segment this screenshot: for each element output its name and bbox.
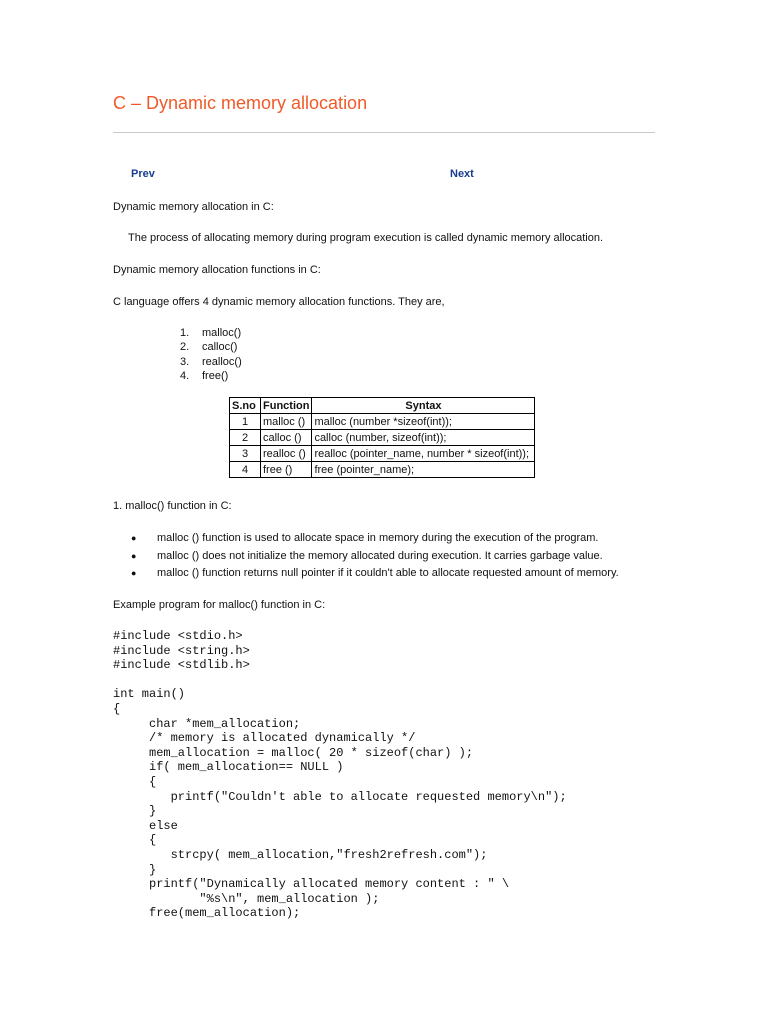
code-line: "%s\n", mem_allocation ); bbox=[113, 891, 380, 906]
cell-function: malloc () bbox=[261, 414, 312, 430]
code-block bbox=[113, 629, 567, 921]
bullet-icon: ● bbox=[131, 550, 137, 561]
code-line: printf("Dynamically allocated memory content : " \ bbox=[113, 877, 510, 892]
malloc-bullets bbox=[131, 530, 619, 583]
table-row bbox=[230, 462, 535, 478]
code-line: } bbox=[113, 804, 157, 819]
cell-syntax: free (pointer_name); bbox=[312, 462, 535, 478]
malloc-heading: 1. malloc() function in C: bbox=[113, 500, 232, 512]
cell-syntax: malloc (number *sizeof(int)); bbox=[312, 414, 535, 430]
code-line: printf("Couldn't able to allocate requested memory\n"); bbox=[113, 789, 567, 804]
list-item: 4. free() bbox=[180, 369, 229, 382]
code-line: #include <string.h> bbox=[113, 643, 250, 658]
cell-sno: 4 bbox=[230, 462, 261, 478]
list-item: 3. realloc() bbox=[180, 355, 242, 368]
cell-function: free () bbox=[261, 462, 312, 478]
cell-sno: 3 bbox=[230, 446, 261, 462]
intro-heading: Dynamic memory allocation in C: bbox=[113, 201, 274, 213]
title-divider bbox=[113, 132, 655, 133]
list-item: ● malloc () does not initialize the memory allocated during execution. It carries garbage value. bbox=[131, 548, 619, 566]
cell-function: calloc () bbox=[261, 430, 312, 446]
cell-syntax: calloc (number, sizeof(int)); bbox=[312, 430, 535, 446]
functions-lead: C language offers 4 dynamic memory allocation functions. They are, bbox=[113, 296, 445, 308]
bullet-icon: ● bbox=[131, 568, 137, 578]
header-sno: S.no bbox=[230, 398, 261, 414]
list-item: ● malloc () function returns null pointer if it couldn't able to allocate requested amount of memory. bbox=[131, 565, 619, 583]
intro-description: The process of allocating memory during program execution is called dynamic memory allocation. bbox=[128, 232, 604, 244]
cell-sno: 1 bbox=[230, 414, 261, 430]
header-function: Function bbox=[261, 398, 312, 414]
code-line: } bbox=[113, 862, 157, 877]
code-line: #include <stdio.h> bbox=[113, 629, 243, 643]
next-link[interactable]: Next bbox=[450, 168, 474, 180]
table-row bbox=[230, 430, 535, 446]
example-heading: Example program for malloc() function in C: bbox=[113, 599, 326, 611]
table-row bbox=[230, 414, 535, 430]
code-line: int main() bbox=[113, 687, 186, 702]
code-line: { bbox=[113, 774, 157, 789]
functions-heading: Dynamic memory allocation functions in C: bbox=[113, 264, 321, 276]
cell-sno: 2 bbox=[230, 430, 261, 446]
code-line: { bbox=[113, 701, 121, 716]
list-item: 1. malloc() bbox=[180, 327, 242, 339]
code-line: mem_allocation = malloc( 20 * sizeof(char) ); bbox=[113, 745, 474, 760]
list-item: 2. calloc() bbox=[180, 341, 238, 354]
table-header-row bbox=[230, 398, 535, 414]
prev-link[interactable]: Prev bbox=[131, 168, 155, 180]
page-title: C – Dynamic memory allocation bbox=[113, 93, 368, 113]
code-line: /* memory is allocated dynamically */ bbox=[113, 731, 416, 746]
code-line: char *mem_allocation; bbox=[113, 716, 301, 731]
cell-function: realloc () bbox=[261, 446, 312, 462]
header-syntax: Syntax bbox=[312, 398, 535, 414]
code-line: { bbox=[113, 833, 157, 848]
cell-syntax: realloc (pointer_name, number * sizeof(int)); bbox=[312, 446, 535, 462]
code-line: #include <stdlib.h> bbox=[113, 658, 250, 673]
functions-table bbox=[229, 397, 535, 478]
code-line: if( mem_allocation== NULL ) bbox=[113, 760, 344, 775]
functions-list bbox=[180, 326, 242, 383]
table-row bbox=[230, 446, 535, 462]
code-line bbox=[113, 673, 567, 688]
list-item: ● malloc () function is used to allocate space in memory during the execution of the program. bbox=[131, 530, 619, 548]
code-line: free(mem_allocation); bbox=[113, 906, 301, 921]
code-line: else bbox=[113, 818, 178, 833]
code-line: strcpy( mem_allocation,"fresh2refresh.com"); bbox=[113, 847, 488, 862]
bullet-icon: ● bbox=[131, 533, 137, 543]
